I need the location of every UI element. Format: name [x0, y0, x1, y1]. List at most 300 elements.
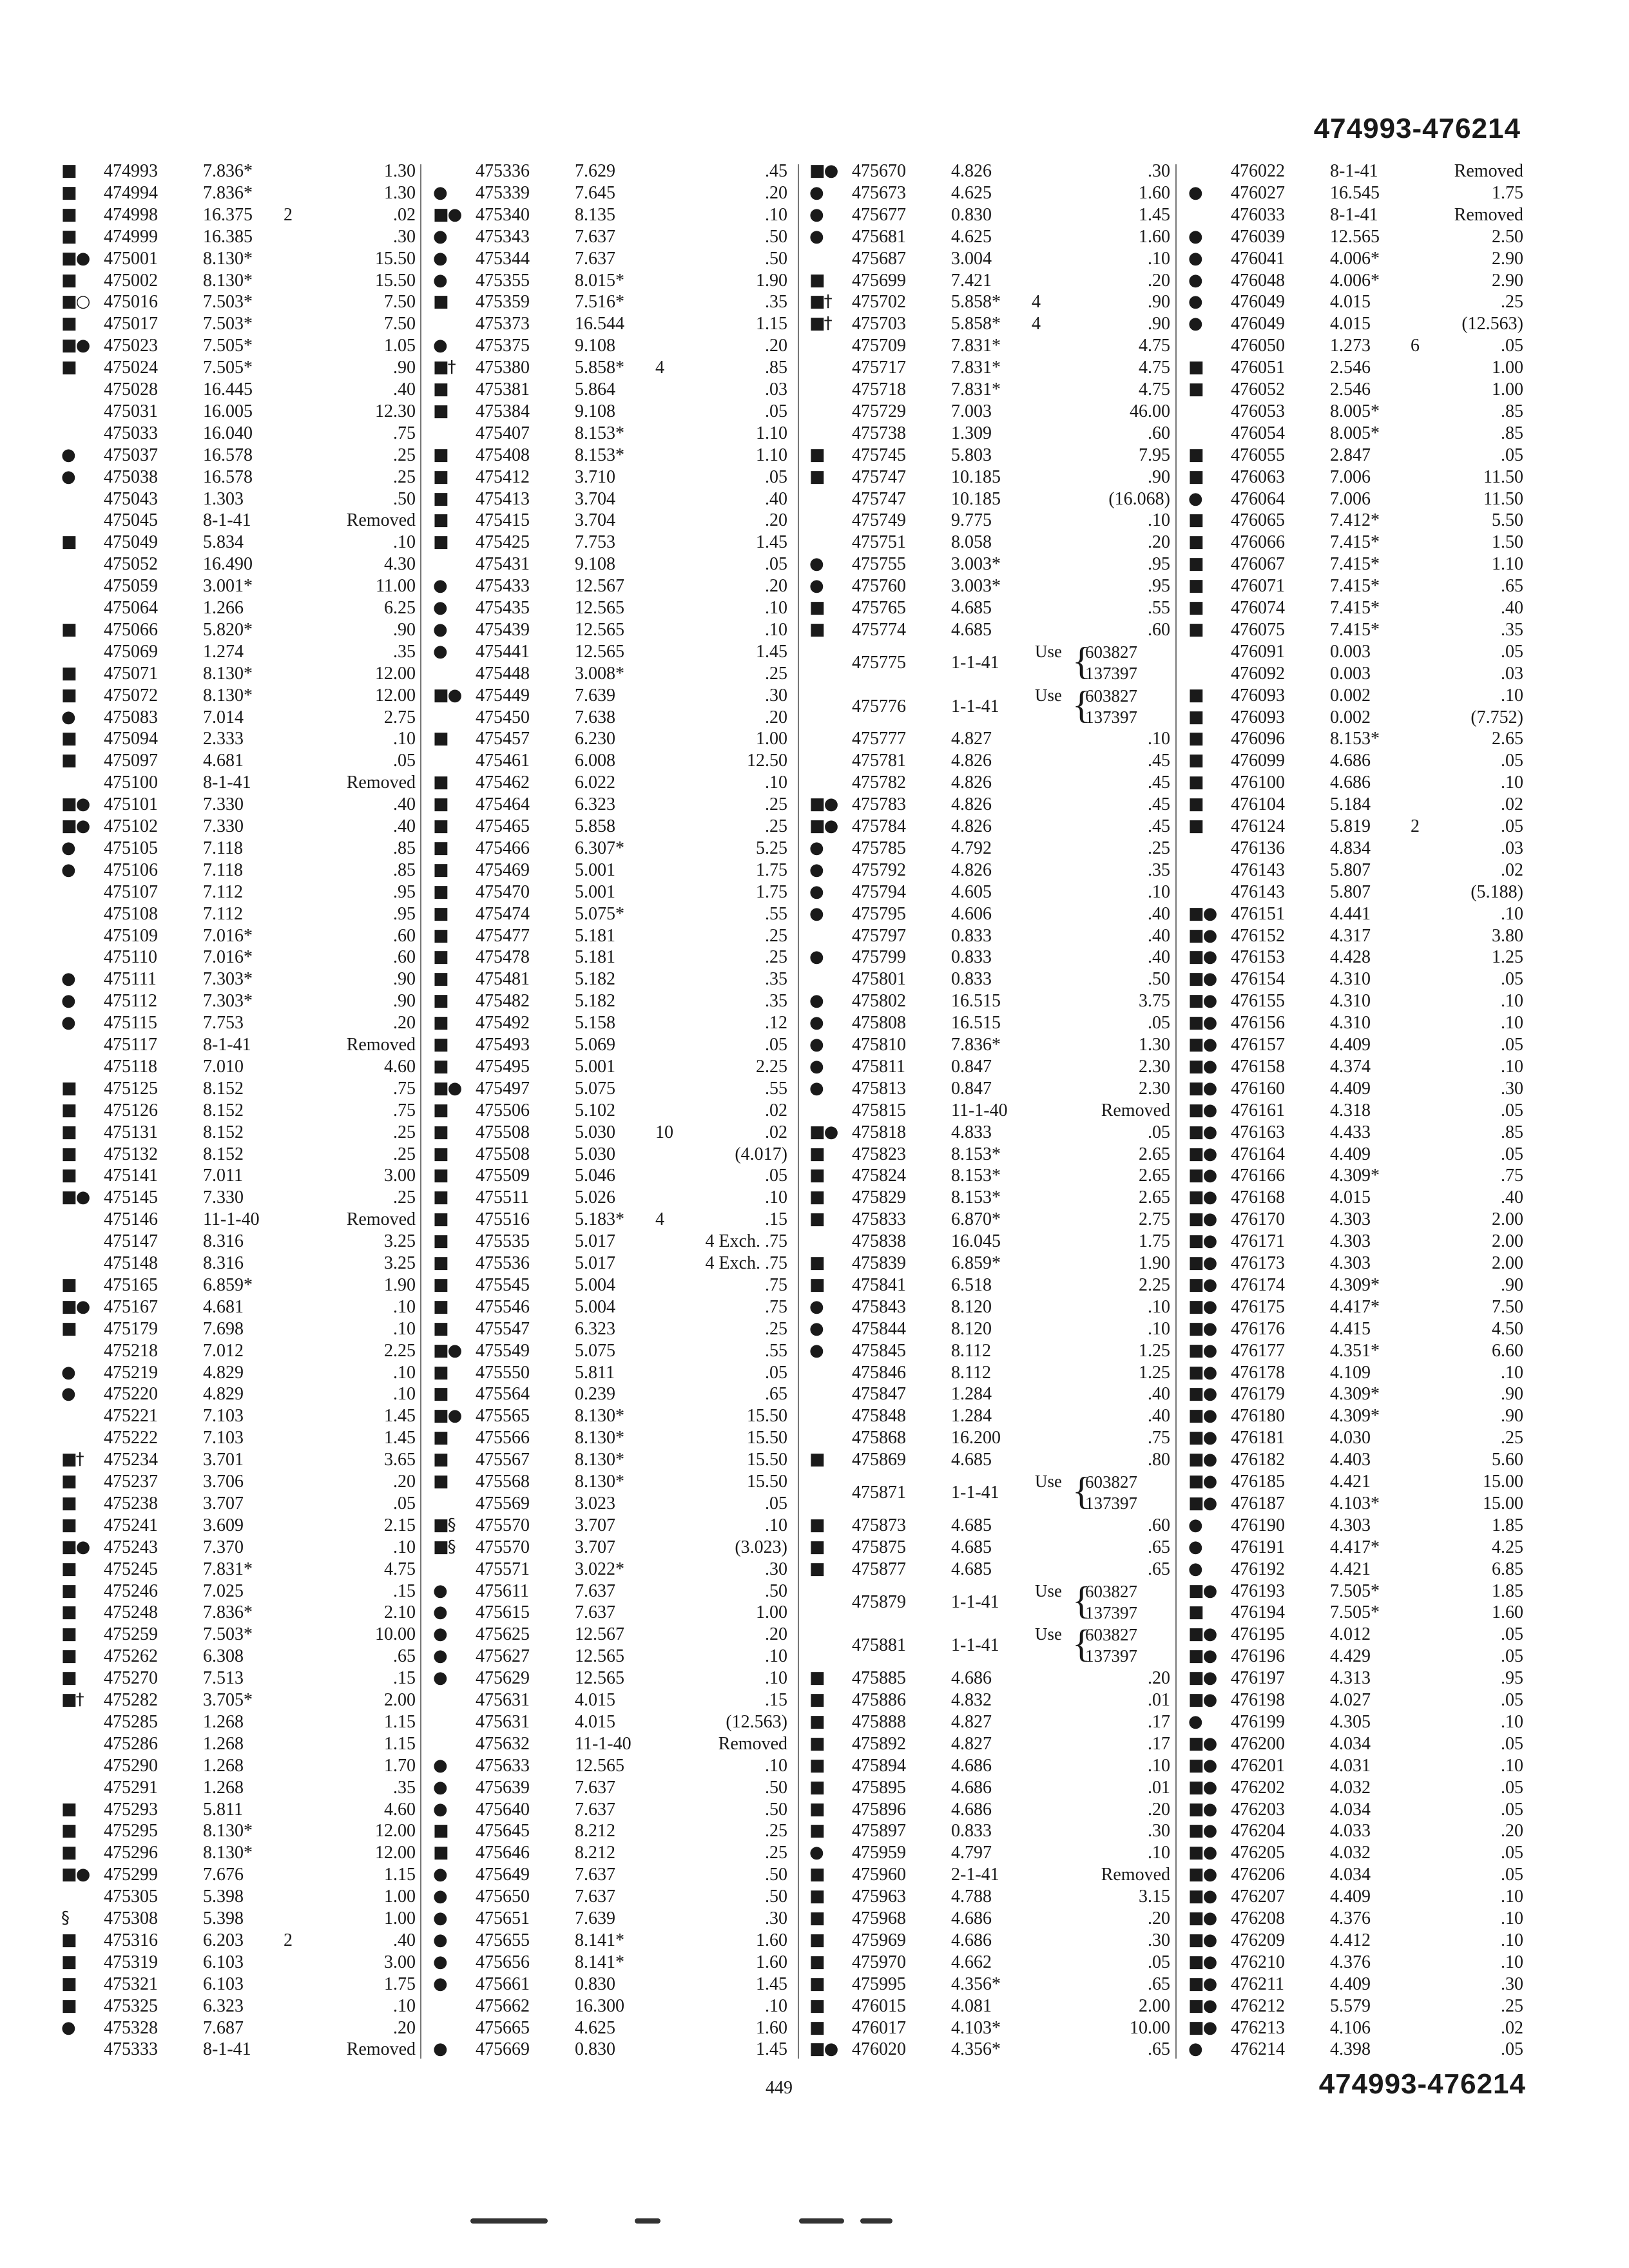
status-symbols: ■	[809, 1865, 824, 1885]
listing-row	[1182, 467, 1523, 488]
status-symbols: ■	[61, 1559, 76, 1579]
listing-row	[55, 1144, 416, 1166]
amount-value: 1.75	[384, 1974, 416, 1994]
item-number: 475632	[476, 1733, 530, 1754]
amount-value: Removed	[346, 510, 416, 531]
rate-value: 5.004	[575, 1274, 615, 1295]
item-number: 475290	[104, 1755, 158, 1776]
status-symbols: ■●	[1188, 947, 1217, 967]
amount-value: .05	[1501, 1035, 1523, 1055]
status-symbols: ■	[809, 270, 824, 290]
amount-value: .10	[1148, 510, 1170, 531]
rate-value: 1.274	[203, 641, 244, 662]
status-symbols: ■†	[809, 314, 831, 334]
listing-row	[1182, 1209, 1523, 1231]
item-number: 475107	[104, 881, 158, 902]
listing-column-2	[427, 161, 787, 2060]
item-number: 475449	[476, 685, 530, 706]
rate-value: 6.308	[203, 1646, 244, 1667]
item-number: 475412	[476, 466, 530, 487]
amount-value: .10	[765, 1668, 787, 1689]
listing-row	[427, 1253, 787, 1274]
status-symbols: ●	[61, 707, 75, 727]
amount-value: 1.60	[1139, 226, 1170, 247]
item-number: 475818	[852, 1122, 906, 1142]
amount-value: .10	[1148, 1755, 1170, 1776]
item-number: 475801	[852, 969, 906, 990]
item-number: 476065	[1231, 510, 1285, 531]
listing-row	[1182, 380, 1523, 401]
amount-value: .05	[1148, 1952, 1170, 1972]
amount-value: .60	[393, 925, 416, 946]
rate-value: 5.001	[575, 860, 615, 880]
status-symbols: ■	[433, 510, 448, 530]
listing-row	[1182, 642, 1523, 663]
rate-value: 7.645	[575, 182, 615, 203]
item-number: 476205	[1231, 1843, 1285, 1863]
item-number: 475625	[476, 1624, 530, 1645]
item-number: 476203	[1231, 1799, 1285, 1820]
rate-value: 4.351*	[1330, 1340, 1380, 1361]
status-symbols: ●	[433, 1930, 447, 1950]
rate-value: 4.303	[1330, 1231, 1371, 1252]
listing-row	[55, 1428, 416, 1449]
status-symbols: ■●	[1188, 1646, 1217, 1666]
status-symbols: ■	[1188, 598, 1203, 617]
item-number: 475069	[104, 641, 158, 662]
item-number: 476041	[1231, 248, 1285, 269]
listing-row	[55, 314, 416, 335]
status-symbols: ■●	[1188, 925, 1217, 945]
amount-value: 7.50	[384, 314, 416, 334]
item-number: 476164	[1231, 1144, 1285, 1164]
item-number: 475492	[476, 1013, 530, 1033]
rate-value: 8.153*	[1330, 729, 1380, 749]
listing-row	[55, 1231, 416, 1253]
amount-value: .20	[1148, 1668, 1170, 1689]
item-number: 476190	[1231, 1515, 1285, 1535]
listing-row	[803, 1057, 1170, 1078]
status-symbols: ●	[433, 1799, 447, 1819]
item-number: 474999	[104, 226, 158, 247]
item-number: 475148	[104, 1253, 158, 1273]
amount-value: 1.30	[384, 161, 416, 181]
item-number: 475407	[476, 423, 530, 443]
rate-value: 4.015	[1330, 314, 1371, 334]
amount-value: .35	[1148, 860, 1170, 880]
item-number: 476156	[1231, 1013, 1285, 1033]
item-number: 476180	[1231, 1406, 1285, 1427]
item-number: 475112	[104, 991, 157, 1012]
amount-value: 1.60	[756, 2017, 787, 2038]
rate-value: 4.015	[575, 1711, 615, 1732]
rate-value: 8.141*	[575, 1930, 624, 1950]
brace-glyph: {	[1072, 1579, 1091, 1622]
amount-value: .50	[765, 1799, 787, 1820]
reference-number: 603827	[1085, 1625, 1137, 1645]
rate-value: 4.356*	[951, 2039, 1001, 2060]
reference-number: 603827	[1085, 686, 1137, 706]
rate-value: 7.831*	[203, 1559, 253, 1579]
listing-row	[1182, 1712, 1523, 1733]
listing-row	[803, 926, 1170, 947]
item-number: 475833	[852, 1209, 906, 1230]
item-number: 475246	[104, 1581, 158, 1601]
rate-value: 8.130*	[203, 663, 253, 684]
status-symbols: ■†	[809, 292, 831, 312]
item-number: 476204	[1231, 1821, 1285, 1841]
listing-row	[1182, 1384, 1523, 1405]
rate-value: 5.030	[575, 1122, 615, 1142]
amount-value: .40	[393, 816, 416, 836]
rate-value: 7.637	[575, 1865, 615, 1885]
listing-row	[1182, 1974, 1523, 1995]
listing-row	[803, 639, 1170, 684]
rate-value: 10.185	[951, 488, 1001, 509]
item-number: 475799	[852, 947, 906, 968]
item-number: 475615	[476, 1602, 530, 1623]
listing-row	[427, 686, 787, 707]
item-number: 475627	[476, 1646, 530, 1667]
item-number: 475511	[476, 1187, 529, 1208]
amount-value: 15.00	[1483, 1493, 1523, 1514]
item-number: 475118	[104, 1056, 157, 1077]
amount-value: .10	[765, 204, 787, 225]
item-number: 475649	[476, 1865, 530, 1885]
item-number: 476193	[1231, 1581, 1285, 1601]
status-symbols: ●	[433, 1602, 447, 1622]
amount-value: 1.25	[1139, 1340, 1170, 1361]
item-number: 476104	[1231, 794, 1285, 815]
amount-value: .25	[765, 1318, 787, 1339]
status-symbols: ■	[809, 1668, 824, 1688]
item-number: 475102	[104, 816, 158, 836]
amount-value: .10	[393, 1296, 416, 1317]
rate-value: 3.003*	[951, 576, 1001, 597]
footnote-ref: 4	[655, 358, 664, 378]
item-number: 475665	[476, 2017, 530, 2038]
item-number: 475570	[476, 1537, 530, 1557]
status-symbols: ■	[1188, 1602, 1203, 1622]
status-symbols: ■	[433, 1318, 448, 1338]
listing-row	[427, 1100, 787, 1122]
amount-value: 10.00	[1130, 2017, 1170, 2038]
status-symbols: ●	[433, 1952, 447, 1972]
listing-row	[55, 380, 416, 401]
item-number: 475359	[476, 292, 530, 312]
item-number: 476075	[1231, 619, 1285, 640]
listing-row	[1182, 838, 1523, 860]
status-symbols: ■	[1188, 532, 1203, 552]
amount-value: .03	[1501, 663, 1523, 684]
amount-value: .30	[765, 1908, 787, 1928]
item-number: 475838	[852, 1231, 906, 1252]
amount-value: 2.00	[384, 1690, 416, 1710]
amount-value: .50	[765, 1865, 787, 1885]
listing-row	[1182, 1144, 1523, 1166]
status-symbols: ■	[1188, 554, 1203, 574]
rate-value: 6.103	[203, 1952, 244, 1972]
rate-value: 12.567	[575, 1624, 624, 1645]
amount-value: 4.25	[1492, 1537, 1523, 1557]
item-number: 475844	[852, 1318, 906, 1339]
amount-value: .75	[393, 1100, 416, 1120]
item-number: 475896	[852, 1799, 906, 1820]
status-symbols: ●	[433, 1624, 447, 1644]
status-symbols: ●	[809, 860, 823, 879]
amount-value: 1.75	[756, 860, 787, 880]
rate-value: 6.323	[575, 1318, 615, 1339]
rate-value: 8.015*	[575, 270, 624, 291]
rate-value: 5.858*	[951, 292, 1001, 312]
listing-row	[1182, 1952, 1523, 1974]
amount-value: (12.563)	[726, 1711, 787, 1732]
listing-row	[803, 1865, 1170, 1886]
status-symbols: ■	[809, 619, 824, 639]
item-number: 475470	[476, 881, 530, 902]
listing-row	[1182, 2039, 1523, 2061]
listing-row	[803, 1231, 1170, 1253]
item-number: 475508	[476, 1122, 530, 1142]
item-number: 475823	[852, 1144, 906, 1164]
item-number: 475565	[476, 1406, 530, 1427]
status-symbols: ●	[1188, 270, 1202, 290]
item-number: 475968	[852, 1908, 906, 1928]
amount-value: .02	[765, 1122, 787, 1142]
amount-value: .10	[1501, 1930, 1523, 1950]
rate-value: 8.153*	[575, 445, 624, 465]
status-symbols: ■	[433, 1362, 448, 1382]
listing-row	[803, 1013, 1170, 1034]
amount-value: .80	[1148, 1450, 1170, 1470]
amount-value: 15.50	[375, 248, 416, 269]
item-number: 476211	[1231, 1974, 1284, 1994]
listing-row	[427, 642, 787, 663]
listing-row	[803, 1406, 1170, 1427]
rate-value: 5.004	[575, 1296, 615, 1317]
listing-row	[803, 445, 1170, 466]
rate-value: 8.130*	[575, 1406, 624, 1427]
item-number: 475765	[852, 598, 906, 618]
amount-value: 3.75	[1139, 991, 1170, 1012]
status-symbols: ■●	[1188, 2017, 1217, 2037]
item-number: 476091	[1231, 641, 1285, 662]
rate-value: 5.026	[575, 1187, 615, 1208]
item-number: 475131	[104, 1122, 158, 1142]
listing-row	[427, 1406, 787, 1427]
rate-value: 3.008*	[575, 663, 624, 684]
status-symbols: ■	[433, 903, 448, 923]
amount-value: 1.45	[1139, 204, 1170, 225]
item-number: 475963	[852, 1887, 906, 1907]
item-number: 476160	[1231, 1078, 1285, 1099]
item-number: 475811	[852, 1056, 905, 1077]
status-symbols: ■	[1188, 773, 1203, 793]
rate-value: 4.409	[1330, 1078, 1371, 1099]
status-symbols: ■	[61, 358, 76, 378]
amount-value: 1.15	[384, 1711, 416, 1732]
reference-number: 137397	[1085, 707, 1137, 727]
listing-column-1	[55, 161, 416, 2060]
listing-row	[803, 620, 1170, 641]
status-symbols: ■	[433, 1035, 448, 1054]
listing-row	[1182, 620, 1523, 641]
status-symbols: ■	[433, 1231, 448, 1251]
rate-value: 5.017	[575, 1231, 615, 1252]
listing-row	[55, 532, 416, 553]
amount-value: .25	[393, 445, 416, 465]
rate-value: 4.681	[203, 1296, 244, 1317]
amount-value: 1.75	[1492, 182, 1523, 203]
rate-value: 8.120	[951, 1318, 992, 1339]
rate-value: 4.606	[951, 903, 992, 924]
status-symbols: ■●	[433, 685, 461, 705]
listing-row	[427, 576, 787, 597]
rate-value: 3.003*	[951, 554, 1001, 575]
amount-value: .25	[393, 466, 416, 487]
rate-value: 7.103	[203, 1406, 244, 1427]
rate-value: 7.831*	[951, 358, 1001, 378]
amount-value: .95	[1148, 576, 1170, 597]
amount-value: .25	[765, 1843, 787, 1863]
status-symbols: ■●	[1188, 1755, 1217, 1775]
listing-row	[1182, 729, 1523, 750]
amount-value: .20	[393, 1472, 416, 1492]
status-symbols: ■●	[1188, 1406, 1217, 1426]
listing-row	[427, 380, 787, 401]
status-symbols: ■	[809, 1450, 824, 1470]
listing-row	[55, 773, 416, 794]
status-symbols: ■	[1188, 794, 1203, 814]
rate-value: 0.003	[1330, 641, 1371, 662]
listing-row	[55, 1253, 416, 1274]
rate-value: 4.409	[1330, 1887, 1371, 1907]
rate-value: 4.030	[1330, 1428, 1371, 1448]
listing-row	[1182, 1908, 1523, 1930]
listing-row	[427, 1712, 787, 1733]
listing-row	[55, 1275, 416, 1296]
amount-value: .05	[393, 751, 416, 771]
status-symbols: ■	[809, 2017, 824, 2037]
status-symbols: ●	[809, 1035, 823, 1054]
listing-row	[803, 1668, 1170, 1689]
listing-row	[55, 1581, 416, 1602]
listing-row	[55, 686, 416, 707]
amount-value: 12.50	[747, 751, 787, 771]
amount-value: 2.90	[1492, 248, 1523, 269]
amount-value: 46.00	[1130, 401, 1170, 421]
amount-value: .20	[393, 1013, 416, 1033]
rate-value: 4.305	[1330, 1711, 1371, 1732]
rate-value: 4.792	[951, 838, 992, 858]
amount-value: .55	[1148, 598, 1170, 618]
item-number: 475550	[476, 1362, 530, 1383]
item-number: 476212	[1231, 1995, 1285, 2016]
listing-row	[803, 1253, 1170, 1274]
rate-value: 6.859*	[951, 1253, 1001, 1273]
rate-value: 16.005	[203, 401, 253, 421]
item-number: 475425	[476, 532, 530, 553]
reference-numbers	[1085, 1624, 1137, 1667]
amount-value: 4 Exch. .75	[705, 1253, 787, 1273]
amount-value: 2.25	[384, 1340, 416, 1361]
listing-row	[55, 860, 416, 881]
status-symbols: ■	[433, 292, 448, 312]
status-symbols: ■	[61, 1952, 76, 1972]
rate-value: 2.847	[1330, 445, 1371, 465]
listing-row	[803, 598, 1170, 619]
listing-row	[427, 816, 787, 838]
amount-value: .01	[1148, 1777, 1170, 1798]
rate-value: 16.515	[951, 1013, 1001, 1033]
item-number: 475221	[104, 1406, 158, 1427]
item-number: 475295	[104, 1821, 158, 1841]
item-number: 475879	[852, 1591, 906, 1612]
rate-value: 1.268	[203, 1733, 244, 1754]
status-symbols: ■	[433, 881, 448, 901]
listing-row	[55, 2039, 416, 2061]
listing-row	[427, 1865, 787, 1886]
rate-value: 4.376	[1330, 1908, 1371, 1928]
status-symbols: ●	[1188, 314, 1202, 334]
amount-value: .30	[765, 1559, 787, 1579]
status-symbols: ■●	[1188, 1035, 1217, 1054]
item-number: 476051	[1231, 358, 1285, 378]
amount-value: .05	[1501, 1777, 1523, 1798]
amount-value: 2.30	[1139, 1078, 1170, 1099]
listing-row	[55, 1013, 416, 1034]
item-number: 475319	[104, 1952, 158, 1972]
rate-value: 5.181	[575, 925, 615, 946]
amount-value: .90	[1148, 314, 1170, 334]
rate-value: 6.203	[203, 1930, 244, 1950]
item-number: 476199	[1231, 1711, 1285, 1732]
status-symbols: ●	[433, 1668, 447, 1688]
item-number: 475564	[476, 1384, 530, 1405]
amount-value: 3.00	[384, 1952, 416, 1972]
rate-value: 16.040	[203, 423, 253, 443]
item-number: 475478	[476, 947, 530, 968]
amount-value: 1.00	[1492, 358, 1523, 378]
rate-value: 7.112	[203, 881, 243, 902]
rate-value: 8.005*	[1330, 423, 1380, 443]
item-number: 475308	[104, 1908, 158, 1928]
rate-value: 7.415*	[1330, 619, 1380, 640]
amount-value: .30	[1501, 1974, 1523, 1994]
rate-value: 4.832	[951, 1690, 992, 1710]
rate-value: 4.433	[1330, 1122, 1371, 1142]
item-number: 475549	[476, 1340, 530, 1361]
listing-row	[427, 1668, 787, 1689]
amount-value: .05	[765, 1035, 787, 1055]
listing-row	[803, 1275, 1170, 1296]
item-number: 476096	[1231, 729, 1285, 749]
item-number: 475336	[476, 161, 530, 181]
item-number: 475481	[476, 969, 530, 990]
listing-row	[427, 794, 787, 816]
amount-value: .05	[1501, 1100, 1523, 1120]
rate-value: 6.870*	[951, 1209, 1001, 1230]
amount-value: .25	[1501, 1428, 1523, 1448]
rate-value: 4.826	[951, 860, 992, 880]
status-symbols: ■	[433, 401, 448, 421]
listing-row	[55, 489, 416, 510]
item-number: 475516	[476, 1209, 530, 1230]
amount-value: .17	[1148, 1733, 1170, 1754]
reference-numbers	[1085, 1581, 1137, 1624]
item-number: 476206	[1231, 1865, 1285, 1885]
rate-value: 7.831*	[951, 336, 1001, 356]
